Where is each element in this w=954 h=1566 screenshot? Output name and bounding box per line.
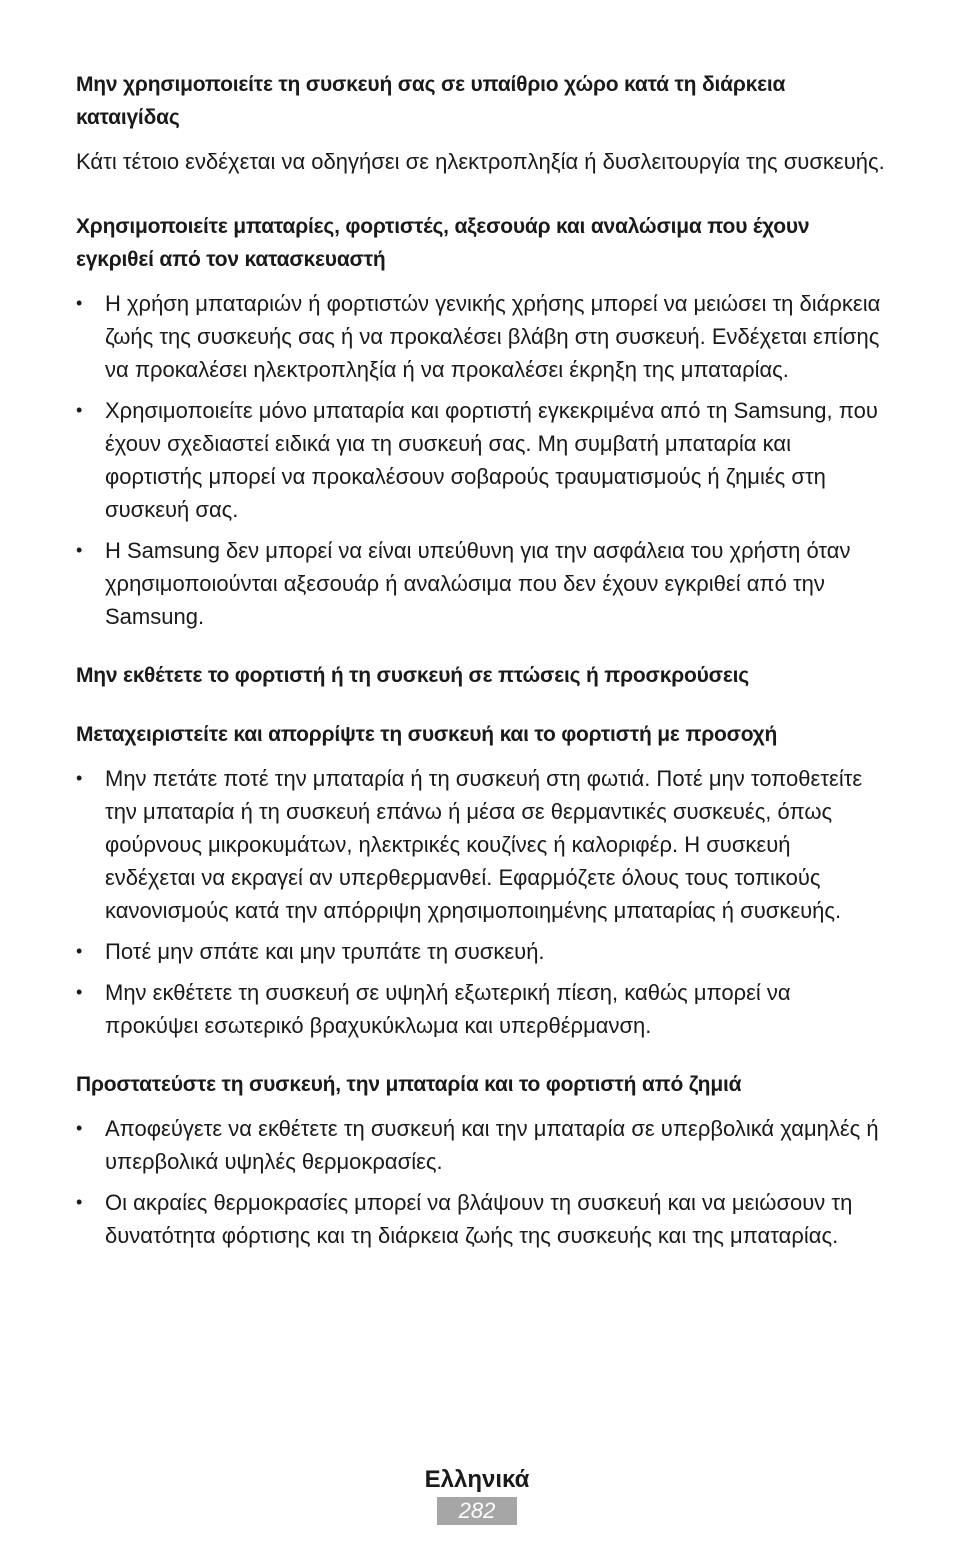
list-item [76, 1186, 886, 1252]
list-item [76, 976, 886, 1042]
bullet-icon: • [76, 293, 83, 313]
list-item [76, 534, 886, 633]
bullet-list [76, 287, 886, 633]
bullet-icon: • [76, 982, 83, 1002]
bullet-list [76, 762, 886, 1042]
section-heading: Μην εκθέτετε το φορτιστή ή τη συσκευή σε πτώσεις ή προσκρούσεις [76, 664, 749, 687]
bullet-icon: • [76, 941, 83, 961]
section-heading: Μεταχειριστείτε και απορρίψτε τη συσκευή και το φορτιστή με προσοχή [76, 723, 778, 746]
list-item-text: Μην πετάτε ποτέ την μπαταρία ή τη συσκευή στη φωτιά. Ποτέ μην τοποθετείτε την μπαταρία ή τη συσκευή επάνω ή μέσα σε θερμαντικές συσκευές, όπως φούρνους μικροκυμάτων, ηλεκτρικές κουζίνες ή καλοριφέρ. Η συσκευή ενδέχεται να εκραγεί αν υπερθερμανθεί. Εφαρμόζετε όλους τους τοπικούς κανονισμούς κατά την απόρριψη χρησιμοποιημένης μπαταρίας ή συσκευής. [105, 766, 863, 923]
list-item-text: Η χρήση μπαταριών ή φορτιστών γενικής χρήσης μπορεί να μειώσει τη διάρκεια ζωής της συσκευής σας ή να προκαλέσει βλάβη στη συσκευή. Ενδέχεται επίσης να προκαλέσει ηλεκτροπληξία ή να προκαλέσει έκρηξη της μπαταρίας. [105, 291, 881, 382]
section-storm [76, 68, 886, 178]
list-item-text: Οι ακραίες θερμοκρασίες μπορεί να βλάψουν τη συσκευή και να μειώσουν τη δυνατότητα φόρτισης και τη διάρκεια ζωής της συσκευής και της μπαταρίας. [105, 1190, 853, 1248]
section-drops [76, 659, 886, 692]
list-item [76, 1112, 886, 1178]
list-item-text: Μην εκθέτετε τη συσκευή σε υψηλή εξωτερική πίεση, καθώς μπορεί να προκύψει εσωτερικό βραχυκύκλωμα και υπερθέρμανση. [105, 980, 791, 1038]
list-item-text: Ποτέ μην σπάτε και μην τρυπάτε τη συσκευή. [105, 939, 545, 964]
list-item-text: Χρησιμοποιείτε μόνο μπαταρία και φορτιστή εγκεκριμένα από τη Samsung, που έχουν σχεδιαστεί ειδικά για τη συσκευή σας. Μη συμβατή μπαταρία και φορτιστής μπορεί να προκαλέσουν σοβαρούς τραυματισμούς ή ζημιές στη συσκευή σας. [105, 398, 878, 522]
section-handle-dispose [76, 718, 886, 1042]
section-approved-accessories [76, 210, 886, 633]
bullet-list [76, 1112, 886, 1252]
page-number: 282 [437, 1497, 518, 1525]
bullet-icon: • [76, 400, 83, 420]
list-item [76, 762, 886, 927]
section-protect [76, 1068, 886, 1252]
list-item [76, 287, 886, 386]
list-item [76, 935, 886, 968]
bullet-icon: • [76, 1118, 83, 1138]
footer-language: Ελληνικά [424, 1466, 530, 1493]
bullet-icon: • [76, 1192, 83, 1212]
section-heading: Χρησιμοποιείτε μπαταρίες, φορτιστές, αξεσουάρ και αναλώσιμα που έχουν εγκριθεί από τον κατασκευαστή [76, 215, 810, 271]
section-paragraph: Κάτι τέτοιο ενδέχεται να οδηγήσει σε ηλεκτροπληξία ή δυσλειτουργία της συσκευής. [76, 149, 885, 174]
bullet-icon: • [76, 768, 83, 788]
section-heading: Προστατεύστε τη συσκευή, την μπαταρία και το φορτιστή από ζημιά [76, 1073, 742, 1096]
bullet-icon: • [76, 540, 83, 560]
page-footer [0, 1463, 954, 1525]
list-item-text: Η Samsung δεν μπορεί να είναι υπεύθυνη για την ασφάλεια του χρήστη όταν χρησιμοποιούνται αξεσουάρ ή αναλώσιμα που δεν έχουν εγκριθεί από την Samsung. [105, 538, 851, 629]
list-item-text: Αποφεύγετε να εκθέτετε τη συσκευή και την μπαταρία σε υπερβολικά χαμηλές ή υπερβολικά υψηλές θερμοκρασίες. [105, 1116, 879, 1174]
list-item [76, 394, 886, 526]
document-page [76, 68, 886, 1278]
section-heading: Μην χρησιμοποιείτε τη συσκευή σας σε υπαίθριο χώρο κατά τη διάρκεια καταιγίδας [76, 73, 786, 129]
